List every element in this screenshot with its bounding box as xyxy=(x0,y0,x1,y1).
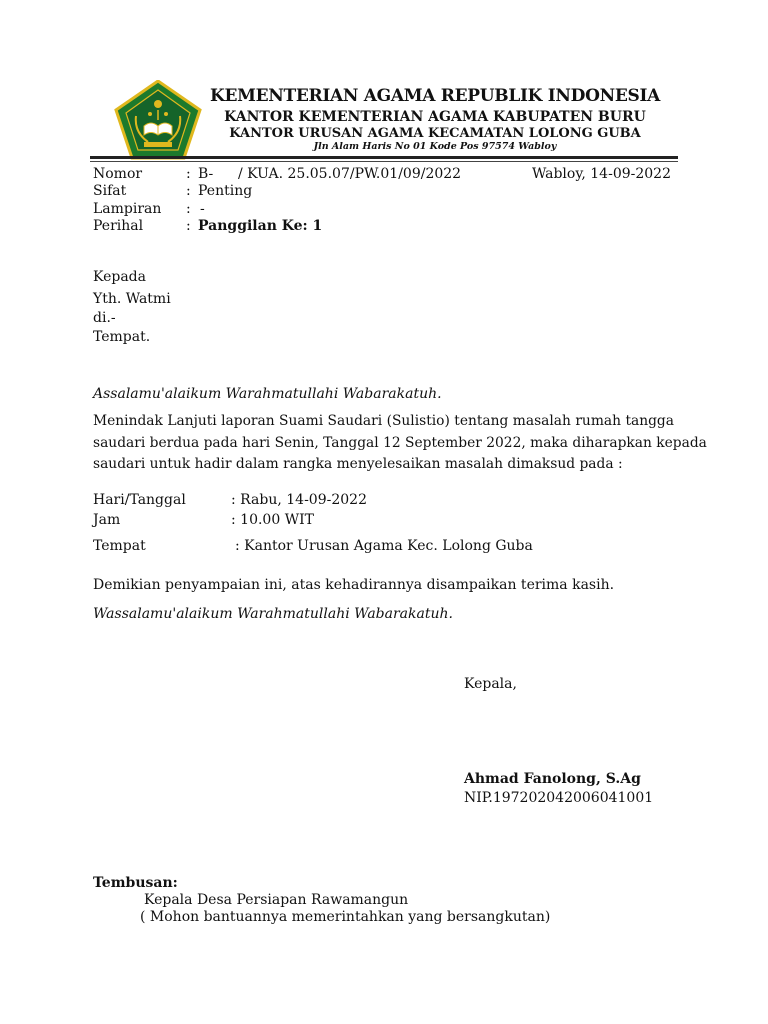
schedule-day-label: Hari/Tanggal xyxy=(93,492,186,508)
lampiran-colon: : xyxy=(186,201,191,217)
recipient-name: Yth. Watmi xyxy=(93,291,171,307)
letterhead-divider-thick xyxy=(90,156,678,159)
emblem-ribbon xyxy=(144,142,172,147)
nomor-colon: : xyxy=(186,166,191,182)
perihal-label: Perihal xyxy=(93,218,144,234)
schedule-day-value: : Rabu, 14-09-2022 xyxy=(231,492,367,508)
emblem-star xyxy=(154,100,162,108)
cc-note: ( Mohon bantuannya memerintahkan yang bersangkutan) xyxy=(140,909,551,925)
schedule-place-label: Tempat xyxy=(93,538,146,554)
letterhead-divider-thin xyxy=(90,161,678,162)
place-date: Wabloy, 14-09-2022 xyxy=(531,166,671,182)
schedule-place-value: : Kantor Urusan Agama Kec. Lolong Guba xyxy=(235,538,533,554)
sifat-colon: : xyxy=(186,183,191,199)
ministry-emblem-logo xyxy=(114,80,202,160)
paragraph-line-2: saudari berdua pada hari Senin, Tanggal 12 September 2022, maka diharapkan kepada xyxy=(93,435,707,451)
letterhead-ministry: KEMENTERIAN AGAMA REPUBLIK INDONESIA xyxy=(209,86,661,106)
perihal-colon: : xyxy=(186,218,191,234)
lampiran-label: Lampiran xyxy=(93,201,162,217)
closing-sentence: Demikian penyampaian ini, atas kehadirannya disampaikan terima kasih. xyxy=(93,577,615,593)
cc-recipient: Kepala Desa Persiapan Rawamangun xyxy=(144,892,409,908)
recipient-to: Kepada xyxy=(93,269,146,285)
nomor-value: / KUA. 25.05.07/PW.01/09/2022 xyxy=(238,166,462,182)
schedule-time-value: : 10.00 WIT xyxy=(231,512,314,528)
recipient-di: di.- xyxy=(93,310,116,326)
lampiran-value: - xyxy=(200,201,205,217)
letterhead-address: Jln Alam Haris No 01 Kode Pos 97574 Wabloy xyxy=(313,141,557,152)
recipient-place: Tempat. xyxy=(93,329,151,345)
letterhead-district-office: KANTOR URUSAN AGAMA KECAMATAN LOLONG GUBA xyxy=(229,126,641,141)
sifat-label: Sifat xyxy=(93,183,127,199)
signature-name: Ahmad Fanolong, S.Ag xyxy=(464,771,641,787)
paragraph-line-3: saudari untuk hadir dalam rangka menyelesaikan masalah dimaksud pada : xyxy=(93,456,623,472)
nomor-label: Nomor xyxy=(93,166,143,182)
letterhead-regency-office: KANTOR KEMENTERIAN AGAMA KABUPATEN BURU xyxy=(224,109,646,125)
nomor-prefix: B- xyxy=(198,166,214,182)
sifat-value: Penting xyxy=(198,183,253,199)
signature-title: Kepala, xyxy=(464,676,517,692)
paragraph-line-1: Menindak Lanjuti laporan Suami Saudari (Sulistio) tentang masalah rumah tangga xyxy=(93,413,674,429)
greeting: Assalamu'alaikum Warahmatullahi Wabarakatuh. xyxy=(93,386,442,402)
signature-nip: NIP.197202042006041001 xyxy=(464,790,654,806)
schedule-time-label: Jam xyxy=(93,512,121,528)
farewell: Wassalamu'alaikum Warahmatullahi Wabarakatuh. xyxy=(93,606,453,622)
perihal-value: Panggilan Ke: 1 xyxy=(198,218,323,234)
cc-label: Tembusan: xyxy=(93,875,178,891)
